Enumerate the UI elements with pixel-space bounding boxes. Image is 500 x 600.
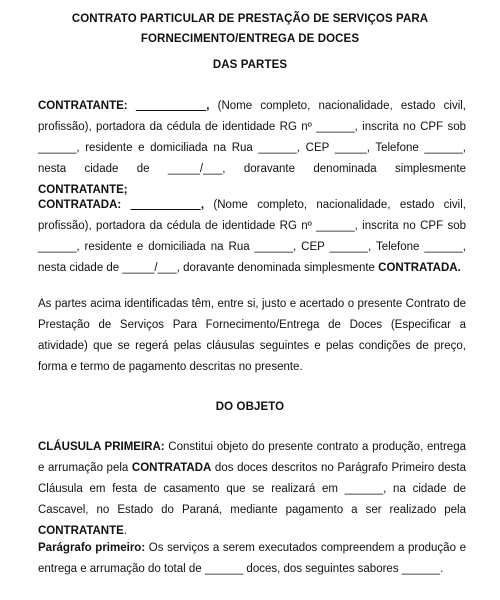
contract-title [0,9,500,49]
clausula-primeira-paragraph [38,437,466,542]
clausula-primeira-text-2: dos doces descritos no Parágrafo Primeiro desta Cláusula em festa de casamento que se realizará em ______, na cidade de Cascavel, no Estado do Paraná, mediante pagamento a ser realizado pela [38,462,466,516]
clausula-contratante-ref: CONTRATANTE [38,525,124,537]
paragrafo-primeiro-paragraph [38,538,466,580]
contratante-name-blank: ___________, [135,100,210,112]
contratante-label: CONTRATANTE: [38,100,128,112]
contratante-paragraph [38,96,466,201]
clausula-primeira-label: CLÁUSULA PRIMEIRA: [38,441,165,453]
clausula-primeira-text-3: . [123,525,128,537]
section-heading-objeto: DO OBJETO [215,401,285,413]
paragrafo-primeiro-label: Parágrafo primeiro: [38,542,146,554]
contract-title-line-1: CONTRATO PARTICULAR DE PRESTAÇÃO DE SERVIÇOS PARA [71,13,429,25]
contratada-name-blank: ___________, [130,199,205,211]
contratante-closing: CONTRATANTE; [38,184,128,196]
intro-paragraph: As partes acima identificadas têm, entre si, justo e acertado o presente Contrato de Prestação de Serviços Para Fornecimento/Entrega de Doces (Especificar a atividade) que se regerá pelas cláusulas seguintes e pelas condições de preço, forma e termo de pagamento descritas no presente. [38,298,466,373]
contract-title-line-2: FORNECIMENTO/ENTREGA DE DOCES [140,33,360,45]
contratada-body: (Nome completo, nacionalidade, estado civil, profissão), portadora da cédula de identidade RG nº ______, inscrita no CPF sob ______, residente e domiciliada na Rua ______, CEP ______, Telefone ______, nesta cidade de _____/___, doravante denominada simplesmente [38,199,466,274]
section-heading-partes: DAS PARTES [212,59,288,71]
clausula-contratada-ref: CONTRATADA [131,462,212,474]
paragrafo-primeiro-text: Os serviços a serem executados compreendem a produção e entrega e arrumação do total de ______ doces, dos seguintes sabores ______. [38,542,466,575]
contratante-body: (Nome completo, nacionalidade, estado civil, profissão), portadora da cédula de identidade RG nº ______, inscrita no CPF sob ______, residente e domiciliada na Rua ______, CEP _____, Telefone ______, nesta cidade de _____/___, doravante denominada simplesmente [38,100,466,175]
contratada-label: CONTRATADA: [38,199,122,211]
contratada-closing: CONTRATADA. [378,262,461,274]
clausula-primeira-text-1: Constitui objeto do presente contrato a produção, entrega e arrumação pela [38,441,466,474]
contratada-paragraph [38,195,466,279]
